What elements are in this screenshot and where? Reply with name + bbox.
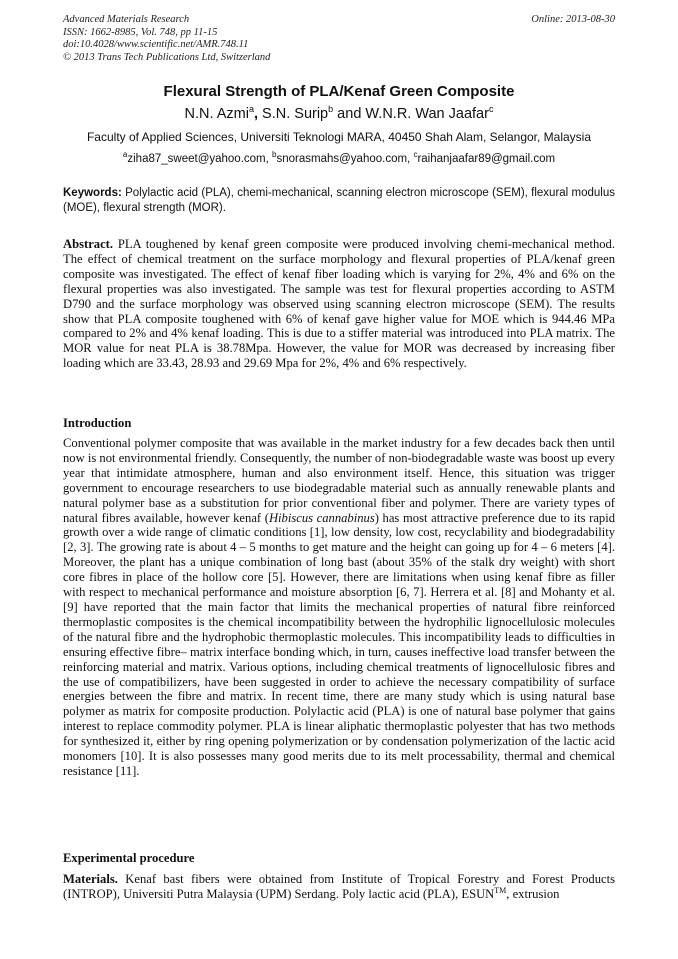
author-1-sup: a [248,104,254,114]
abstract-label: Abstract. [63,237,114,251]
email-3: raihanjaafar89@gmail.com [417,152,556,165]
author-3-sup: c [488,104,494,114]
copyright-line: © 2013 Trans Tech Publications Ltd, Switzerland [63,51,271,63]
email-list [0,150,678,165]
author-1: N.N. Azmi [184,105,249,122]
materials-text: Kenaf bast fibers were obtained from Institute of Tropical Forestry and Forest Products (INTROP), Universiti Putra Malaysia (UPM) Serdang. Poly lactic acid (PLA), ESUN [63,872,615,901]
author-list [0,104,678,122]
journal-header [63,14,270,64]
keywords-text: Polylactic acid (PLA), chemi-mechanical, scanning electron microscope (SEM), flexural modulus (MOE), flexural strength (MOR). [63,187,615,214]
experimental-heading: Experimental procedure [63,851,195,865]
introduction-text-2: ) has most attractive preference due to its rapid growth over a wide range of climatic conditions [1], low density, low cost, recyclability and biodegradability [2, 3]. The growing rate is about 4 – 5 months to get mature and the height can going up for 4 – 6 meters [4]. Moreover, the plant has a unique combination of long bast (about 35% of the stalk dry weight) with short core fibres in place of the hollow core [5]. However, there are limitations when using kenaf fibre as filler with respect to mechanical performance and moisture absorption [6, 7]. Herrera et al. [8] and Mohanty et al. [9] have reported that the main factor that limits the mechanical properties of natural fibre reinforced thermoplastic composites is the chemical incompatibility between the hydrophilic lignocellulosic molecules of the natural fibre and the hydrophobic thermoplastic molecules. This incompatibility leads to difficulties in ensuring effective fibre– matrix interface bonding which, in turn, causes ineffective load transfer between the reinforcing material and matrix. Various options, including chemical treatments of lignocellulosic fibres and the use of compatibilizers, have been suggested in order to achieve the necessary compatibility of surface energies between the fibre and matrix. In recent time, there are many study which is using natural base polymer as matrix for composite production. Polylactic acid (PLA) is one of natural base polymer that gains interest to replace commodity polymer. PLA is linear aliphatic thermoplastic polyester that has two methods for synthesized it, either by ring opening polymerization or by condensation polymerization of the lactic acid monomers [10]. It is also possesses many good merits due to its melt processability, thermal and chemical resistance [11]. [63,510,615,778]
materials-label: Materials. [63,872,118,886]
online-date: Online: 2013-08-30 [531,14,615,25]
introduction-paragraph [63,436,615,779]
trademark-sup: TM [494,885,507,895]
materials-text-2: , extrusion [506,886,560,901]
email-2: snorasmahs@yahoo.com, [276,152,414,165]
author-2-sup: b [328,104,334,114]
affiliation: Faculty of Applied Sciences, Universiti Teknologi MARA, 40450 Shah Alam, Selangor, Malaysia [86,130,592,144]
author-separator: and [333,105,366,122]
author-3: W.N.R. Wan Jaafar [365,105,489,122]
email-1: ziha87_sweet@yahoo.com, [127,152,273,165]
author-separator: , [253,105,263,122]
email-2-sup: b [272,150,277,159]
introduction-text-1: Conventional polymer composite that was available in the market industry for a few decades back then until now is not environmental friendly. Consequently, the number of non-biodegradable waste was boost up every year that intimidate atmosphere, human and also environment itself. Hence, this situation was trigger government to encourage researchers to use biodegradable material such as annually renewable plants and natural polymer base as a substitution for prior conventional fiber and polymer. There are variety types of natural fibres available, however kenaf ( [63,436,615,525]
email-3-sup: c [413,150,418,159]
doi-line: doi:10.4028/www.scientific.net/AMR.748.11 [63,39,249,50]
keywords [63,186,615,216]
abstract [63,237,615,371]
abstract-text: PLA toughened by kenaf green composite were produced involving chemi-mechanical method. The effect of chemical treatment on the surface morphology and flexural properties of PLA/kenaf green composite was investigated. The effect of kenaf fiber loading which is varying for 2%, 4% and 6% on the flexural properties was also investigated. The sample was test for flexural properties according to ASTM D790 and the surface morphology was observed using scanning electron microscope (SEM). The results show that PLA composite toughened with 6% of kenaf gave higher value for MOE which is 944.46 MPa compared to 2% and 4% kenaf loading. This is due to a stiffer material was introduced into PLA matrix. The MOR value for neat PLA is 38.78Mpa. However, the value for MOR was decreased by increasing fiber loading which are 33.43, 28.93 and 29.69 Mpa for 2%, 4% and 6% respectively. [63,237,615,371]
author-2: S.N. Surip [262,105,329,122]
species-name: Hibiscus cannabinus [268,510,375,525]
email-1-sup: a [122,150,128,159]
keywords-label: Keywords: [63,187,122,199]
paper-title: Flexural Strength of PLA/Kenaf Green Composite [163,83,515,100]
issn-line: ISSN: 1662-8985, Vol. 748, pp 11-15 [63,26,218,38]
introduction-heading: Introduction [63,416,132,430]
materials-paragraph [63,872,615,902]
journal-name: Advanced Materials Research [63,14,190,25]
